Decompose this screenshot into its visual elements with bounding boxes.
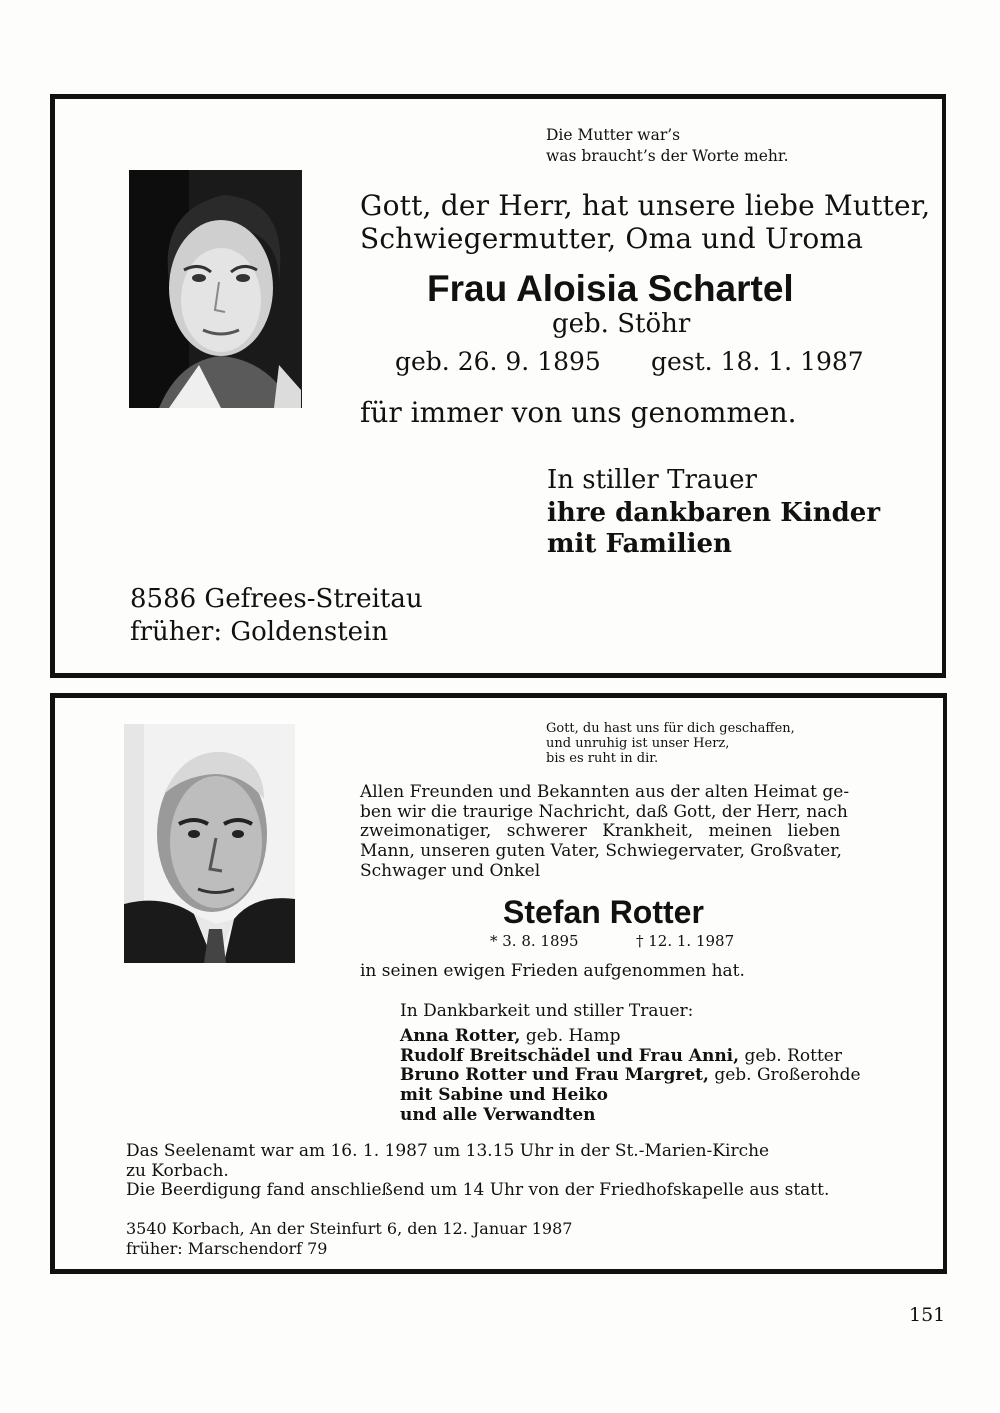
signer-row: Anna Rotter, geb. Hamp — [400, 1026, 621, 1046]
signer-row: mit Sabine und Heiko — [400, 1085, 608, 1106]
mourning-1: In stiller Trauer — [547, 465, 757, 495]
signers-2 — [400, 1027, 861, 1126]
signer-row: Rudolf Breitschädel und Frau Anni, geb. Rotter — [400, 1045, 842, 1066]
service-info-2: Das Seelenamt war am 16. 1. 1987 um 13.15 Uhr in der St.-Marien-Kirche zu Korbach. Die Beerdigung fand anschließend um 14 Uhr von der Friedhofskapelle aus statt. — [126, 1141, 830, 1201]
outro-1: für immer von uns genommen. — [360, 396, 797, 429]
mourning-2: In Dankbarkeit und stiller Trauer: — [400, 1001, 694, 1021]
intro-1: Gott, der Herr, hat unsere liebe Mutter, Schwiegermutter, Oma und Uroma — [360, 189, 931, 255]
signer-row: und alle Verwandten — [400, 1104, 596, 1125]
signers-1: ihre dankbaren Kinder mit Familien — [547, 498, 881, 559]
motto-1: Die Mutter war’s was braucht’s der Worte mehr. — [546, 126, 789, 165]
man-portrait-photo — [124, 724, 295, 963]
deceased-name-2: Stefan Rotter — [503, 894, 704, 930]
maiden-name-1: geb. Stöhr — [552, 309, 691, 339]
deceased-name-1: Frau Aloisia Schartel — [427, 268, 794, 309]
address-2: 3540 Korbach, An der Steinfurt 6, den 12. Januar 1987 früher: Marschendorf 79 — [126, 1219, 573, 1258]
birth-date-1: geb. 26. 9. 1895 — [395, 347, 601, 376]
motto-2: Gott, du hast uns für dich geschaffen, und unruhig ist unser Herz, bis es ruht in dir. — [546, 721, 795, 766]
page-number: 151 — [909, 1304, 946, 1326]
outro-2: in seinen ewigen Frieden aufgenommen hat. — [360, 961, 745, 981]
woman-portrait-photo — [129, 170, 302, 408]
signer-row: Bruno Rotter und Frau Margret, geb. Großerohde — [400, 1065, 861, 1086]
announcement-body-2: Allen Freunden und Bekannten aus der alten Heimat ge- ben wir die traurige Nachricht, daß Gott, der Herr, nach zweimonatiger, schwerer Krankheit, meinen lieben Mann, unseren guten Vater, Schwiegervater, Großvater, Schwager und Onkel — [360, 782, 850, 881]
death-date-2: † 12. 1. 1987 — [636, 932, 735, 950]
death-date-1: gest. 18. 1. 1987 — [651, 347, 864, 376]
address-1: 8586 Gefrees-Streitau früher: Goldenstein — [130, 584, 423, 647]
birth-date-2: * 3. 8. 1895 — [490, 932, 579, 950]
